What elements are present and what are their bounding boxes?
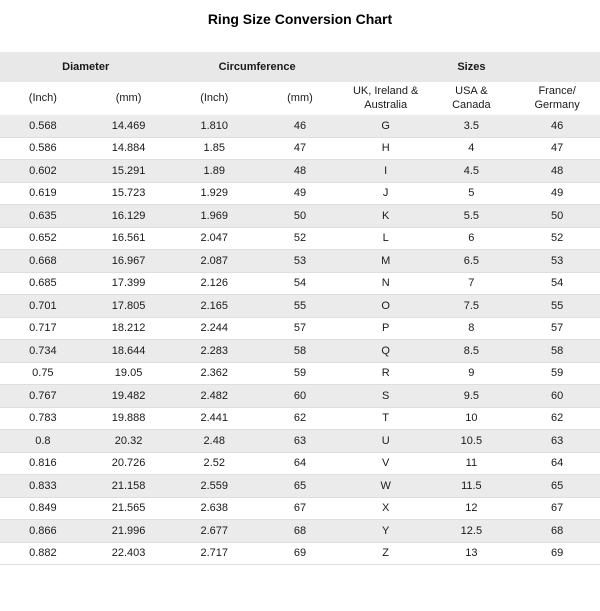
cell: V bbox=[343, 452, 429, 475]
cell: 0.602 bbox=[0, 160, 86, 183]
cell: 55 bbox=[514, 295, 600, 318]
cell: 2.047 bbox=[171, 227, 257, 250]
cell: 65 bbox=[257, 475, 343, 498]
cell: 65 bbox=[514, 475, 600, 498]
column-header-france-germany: France/ Germany bbox=[514, 82, 600, 115]
cell: 68 bbox=[514, 520, 600, 543]
cell: O bbox=[343, 295, 429, 318]
cell: 49 bbox=[514, 182, 600, 205]
cell: I bbox=[343, 160, 429, 183]
cell: 16.561 bbox=[86, 227, 172, 250]
column-header-circumference-mm: (mm) bbox=[257, 82, 343, 115]
cell: Q bbox=[343, 340, 429, 363]
cell: 4 bbox=[429, 137, 515, 160]
ring-size-table bbox=[0, 52, 600, 565]
cell: 60 bbox=[514, 385, 600, 408]
cell: 5 bbox=[429, 182, 515, 205]
cell: 0.568 bbox=[0, 115, 86, 138]
cell: Z bbox=[343, 542, 429, 565]
cell: 16.967 bbox=[86, 250, 172, 273]
cell: 0.701 bbox=[0, 295, 86, 318]
cell: 7.5 bbox=[429, 295, 515, 318]
cell: 6.5 bbox=[429, 250, 515, 273]
cell: W bbox=[343, 475, 429, 498]
cell: 62 bbox=[257, 407, 343, 430]
cell: 0.734 bbox=[0, 340, 86, 363]
cell: 2.165 bbox=[171, 295, 257, 318]
group-header-circumference: Circumference bbox=[171, 52, 342, 82]
cell: 2.283 bbox=[171, 340, 257, 363]
table-row bbox=[0, 407, 600, 430]
cell: 62 bbox=[514, 407, 600, 430]
cell: 0.849 bbox=[0, 497, 86, 520]
cell: 0.767 bbox=[0, 385, 86, 408]
cell: 68 bbox=[257, 520, 343, 543]
cell: 46 bbox=[514, 115, 600, 138]
column-header-usa-canada: USA & Canada bbox=[429, 82, 515, 115]
cell: 2.48 bbox=[171, 430, 257, 453]
cell: 0.685 bbox=[0, 272, 86, 295]
page-title: Ring Size Conversion Chart bbox=[207, 11, 393, 27]
cell: 4.5 bbox=[429, 160, 515, 183]
cell: 11 bbox=[429, 452, 515, 475]
table-row bbox=[0, 497, 600, 520]
cell: 58 bbox=[514, 340, 600, 363]
cell: 48 bbox=[514, 160, 600, 183]
cell: 2.677 bbox=[171, 520, 257, 543]
cell: 12 bbox=[429, 497, 515, 520]
column-header-uk-ireland-australia: UK, Ireland & Australia bbox=[343, 82, 429, 115]
table-row bbox=[0, 475, 600, 498]
cell: 8 bbox=[429, 317, 515, 340]
cell: 60 bbox=[257, 385, 343, 408]
cell: 64 bbox=[257, 452, 343, 475]
group-header-sizes: Sizes bbox=[343, 52, 600, 82]
cell: 19.888 bbox=[86, 407, 172, 430]
cell: 2.52 bbox=[171, 452, 257, 475]
table-row bbox=[0, 542, 600, 565]
cell: 11.5 bbox=[429, 475, 515, 498]
table-row bbox=[0, 205, 600, 228]
table-row bbox=[0, 340, 600, 363]
cell: 63 bbox=[257, 430, 343, 453]
cell: P bbox=[343, 317, 429, 340]
ring-size-chart-page bbox=[0, 11, 600, 611]
cell: 0.882 bbox=[0, 542, 86, 565]
cell: 58 bbox=[257, 340, 343, 363]
cell: 21.996 bbox=[86, 520, 172, 543]
table-body bbox=[0, 115, 600, 565]
table-row bbox=[0, 272, 600, 295]
column-header-diameter-inch: (Inch) bbox=[0, 82, 86, 115]
column-header-diameter-mm: (mm) bbox=[86, 82, 172, 115]
table-row bbox=[0, 295, 600, 318]
cell: 2.087 bbox=[171, 250, 257, 273]
cell: 0.833 bbox=[0, 475, 86, 498]
table-row bbox=[0, 385, 600, 408]
cell: J bbox=[343, 182, 429, 205]
cell: 13 bbox=[429, 542, 515, 565]
column-header-row bbox=[0, 82, 600, 115]
cell: 63 bbox=[514, 430, 600, 453]
cell: 0.866 bbox=[0, 520, 86, 543]
group-header-row bbox=[0, 52, 600, 82]
cell: 22.403 bbox=[86, 542, 172, 565]
cell: G bbox=[343, 115, 429, 138]
cell: 2.638 bbox=[171, 497, 257, 520]
cell: 47 bbox=[257, 137, 343, 160]
cell: 8.5 bbox=[429, 340, 515, 363]
table-row bbox=[0, 137, 600, 160]
cell: 7 bbox=[429, 272, 515, 295]
cell: 6 bbox=[429, 227, 515, 250]
cell: S bbox=[343, 385, 429, 408]
cell: 57 bbox=[257, 317, 343, 340]
cell: 69 bbox=[257, 542, 343, 565]
cell: 3.5 bbox=[429, 115, 515, 138]
cell: 59 bbox=[257, 362, 343, 385]
cell: 2.482 bbox=[171, 385, 257, 408]
cell: 0.816 bbox=[0, 452, 86, 475]
cell: 50 bbox=[257, 205, 343, 228]
cell: 1.929 bbox=[171, 182, 257, 205]
cell: 0.652 bbox=[0, 227, 86, 250]
cell: 17.399 bbox=[86, 272, 172, 295]
table-row bbox=[0, 115, 600, 138]
table-row bbox=[0, 160, 600, 183]
cell: 2.559 bbox=[171, 475, 257, 498]
cell: 19.05 bbox=[86, 362, 172, 385]
cell: 10 bbox=[429, 407, 515, 430]
cell: 53 bbox=[514, 250, 600, 273]
cell: 46 bbox=[257, 115, 343, 138]
table-row bbox=[0, 250, 600, 273]
cell: 20.32 bbox=[86, 430, 172, 453]
cell: 1.810 bbox=[171, 115, 257, 138]
cell: X bbox=[343, 497, 429, 520]
cell: 0.8 bbox=[0, 430, 86, 453]
cell: 47 bbox=[514, 137, 600, 160]
cell: 2.441 bbox=[171, 407, 257, 430]
cell: 2.362 bbox=[171, 362, 257, 385]
cell: 15.723 bbox=[86, 182, 172, 205]
cell: Y bbox=[343, 520, 429, 543]
cell: 54 bbox=[257, 272, 343, 295]
cell: 67 bbox=[257, 497, 343, 520]
cell: 53 bbox=[257, 250, 343, 273]
cell: H bbox=[343, 137, 429, 160]
cell: 18.644 bbox=[86, 340, 172, 363]
cell: 52 bbox=[514, 227, 600, 250]
cell: 14.884 bbox=[86, 137, 172, 160]
cell: 21.565 bbox=[86, 497, 172, 520]
cell: 54 bbox=[514, 272, 600, 295]
cell: 0.717 bbox=[0, 317, 86, 340]
cell: T bbox=[343, 407, 429, 430]
cell: 9.5 bbox=[429, 385, 515, 408]
table-row bbox=[0, 362, 600, 385]
cell: 9 bbox=[429, 362, 515, 385]
table-row bbox=[0, 430, 600, 453]
cell: R bbox=[343, 362, 429, 385]
cell: 19.482 bbox=[86, 385, 172, 408]
cell: 64 bbox=[514, 452, 600, 475]
cell: 1.89 bbox=[171, 160, 257, 183]
cell: 67 bbox=[514, 497, 600, 520]
table-row bbox=[0, 520, 600, 543]
cell: 2.244 bbox=[171, 317, 257, 340]
cell: 1.969 bbox=[171, 205, 257, 228]
cell: 21.158 bbox=[86, 475, 172, 498]
table-row bbox=[0, 182, 600, 205]
table-row bbox=[0, 452, 600, 475]
table-row bbox=[0, 317, 600, 340]
cell: 14.469 bbox=[86, 115, 172, 138]
cell: 69 bbox=[514, 542, 600, 565]
cell: 59 bbox=[514, 362, 600, 385]
cell: 52 bbox=[257, 227, 343, 250]
cell: N bbox=[343, 272, 429, 295]
cell: L bbox=[343, 227, 429, 250]
cell: 18.212 bbox=[86, 317, 172, 340]
group-header-diameter: Diameter bbox=[0, 52, 171, 82]
column-header-circumference-inch: (Inch) bbox=[171, 82, 257, 115]
table-row bbox=[0, 227, 600, 250]
table-head bbox=[0, 52, 600, 115]
cell: 0.783 bbox=[0, 407, 86, 430]
cell: 48 bbox=[257, 160, 343, 183]
cell: 20.726 bbox=[86, 452, 172, 475]
cell: 17.805 bbox=[86, 295, 172, 318]
cell: 55 bbox=[257, 295, 343, 318]
cell: 2.717 bbox=[171, 542, 257, 565]
cell: 2.126 bbox=[171, 272, 257, 295]
cell: 0.635 bbox=[0, 205, 86, 228]
cell: M bbox=[343, 250, 429, 273]
cell: 12.5 bbox=[429, 520, 515, 543]
cell: 0.619 bbox=[0, 182, 86, 205]
cell: 16.129 bbox=[86, 205, 172, 228]
cell: 1.85 bbox=[171, 137, 257, 160]
cell: U bbox=[343, 430, 429, 453]
cell: 0.586 bbox=[0, 137, 86, 160]
cell: 0.668 bbox=[0, 250, 86, 273]
cell: 10.5 bbox=[429, 430, 515, 453]
cell: 49 bbox=[257, 182, 343, 205]
cell: 50 bbox=[514, 205, 600, 228]
cell: 0.75 bbox=[0, 362, 86, 385]
cell: K bbox=[343, 205, 429, 228]
cell: 5.5 bbox=[429, 205, 515, 228]
cell: 15.291 bbox=[86, 160, 172, 183]
cell: 57 bbox=[514, 317, 600, 340]
